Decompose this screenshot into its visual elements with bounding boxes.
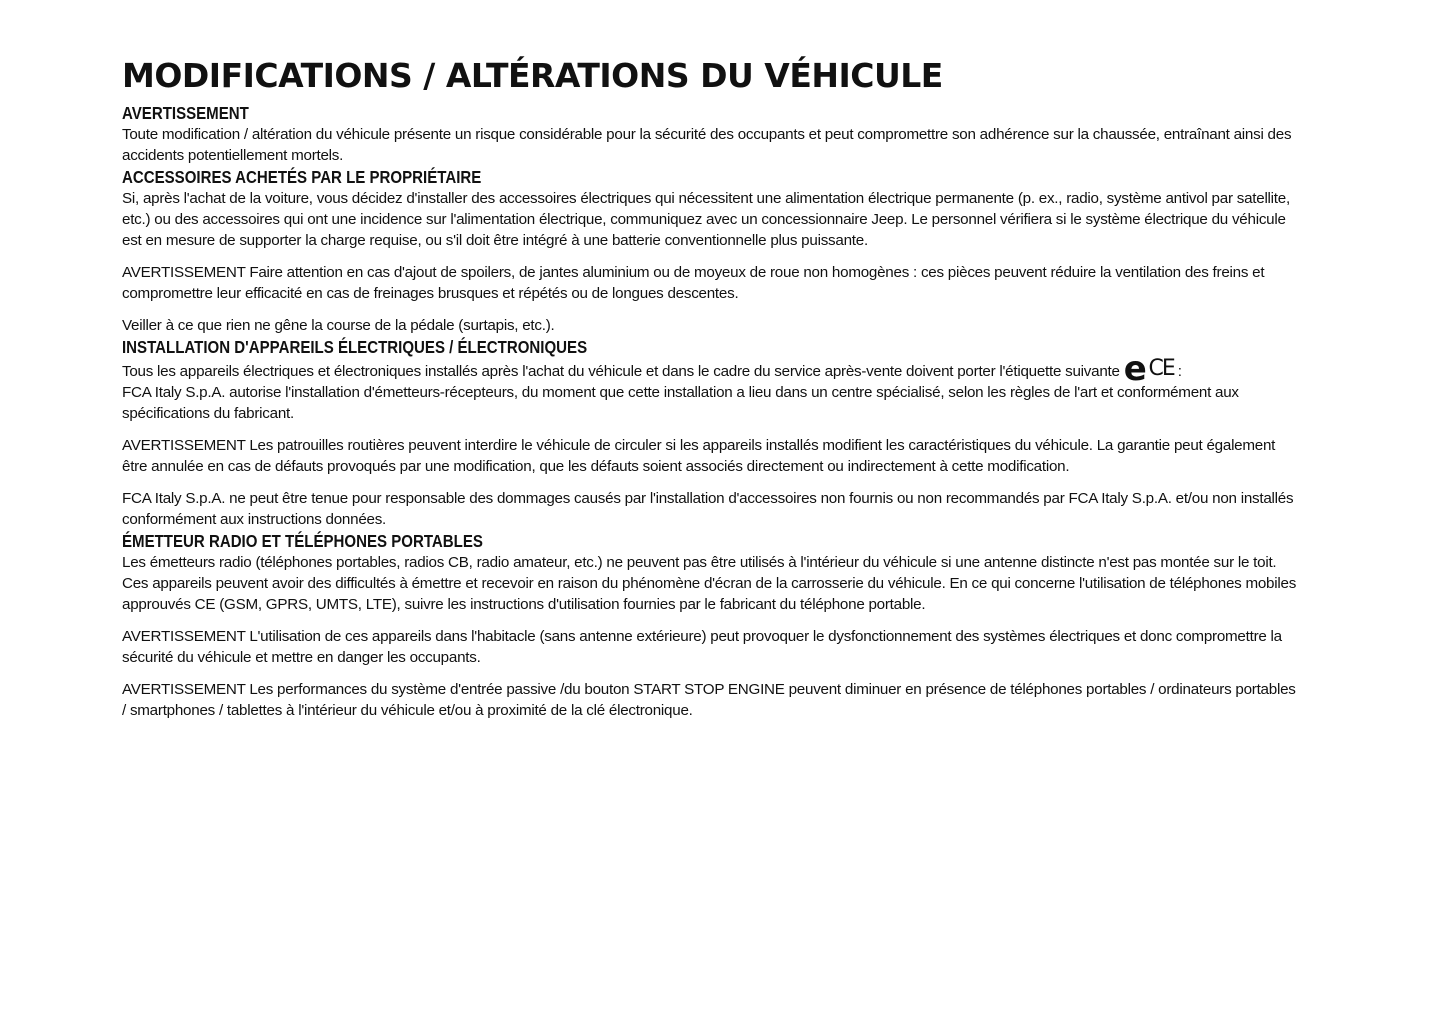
electrical-text-4: FCA Italy S.p.A. ne peut être tenue pour responsable des dommages causés par l'installation d'accessoires non fournis ou non recommandés par FCA Italy S.p.A. et/ou non installés conformément aux instructions données. bbox=[122, 490, 1294, 528]
accessories-text-3: Veiller à ce que rien ne gêne la course de la pédale (surtapis, etc.). bbox=[122, 317, 555, 334]
heading-accessories: ACCESSOIRES ACHETÉS PAR LE PROPRIÉTAIRE bbox=[122, 167, 482, 187]
e-mark-icon: e bbox=[1123, 349, 1147, 389]
electrical-text-1-body: Tous les appareils électriques et électroniques installés après l'achat du véhicule et dans le cadre du service après-vente doivent porter l'étiquette suivante bbox=[122, 363, 1120, 380]
radio-text-1: Les émetteurs radio (téléphones portables, radios CB, radio amateur, etc.) ne peuvent pas être utilisés à l'intérieur du véhicule si une antenne distincte n'est pas montée sur le toit. bbox=[122, 554, 1277, 571]
accessories-text-1: Si, après l'achat de la voiture, vous décidez d'installer des accessoires électriques qui nécessitent une alimentation électrique permanente (p. ex., radio, système antivol par satellite, etc.) ou des accessoires qui ont une incidence sur l'alimentation électrique, communiquez avec un concessionnaire Jeep. Le personnel vérifiera si le système électrique du véhicule est en mesure de supporter la charge requise, ou s'il doit être intégré à une batterie conventionnelle plus puissante. bbox=[122, 190, 1290, 249]
radio-warning-1: AVERTISSEMENT L'utilisation de ces appareils dans l'habitacle (sans antenne extérieure) peut provoquer le dysfonctionnement des systèmes électriques et donc compromettre la sécurité du véhicule et mettre en danger les occupants. bbox=[122, 628, 1282, 666]
radio-warning-2: AVERTISSEMENT Les performances du système d'entrée passive /du bouton START STOP ENGINE peuvent diminuer en présence de téléphones portables / ordinateurs portables / smartphones / tablettes à l'intérieur du véhicule et/ou à proximité de la clé électronique. bbox=[122, 681, 1296, 719]
ce-mark-icon: CE bbox=[1148, 356, 1174, 381]
heading-electrical: INSTALLATION D'APPAREILS ÉLECTRIQUES / ÉLECTRONIQUES bbox=[122, 337, 588, 357]
document-page bbox=[122, 56, 1302, 721]
heading-radio: ÉMETTEUR RADIO ET TÉLÉPHONES PORTABLES bbox=[122, 531, 483, 551]
warning-text: Toute modification / altération du véhicule présente un risque considérable pour la sécurité des occupants et peut compromettre son adhérence sur la chaussée, entraînant ainsi des accidents potentiellement mortels. bbox=[122, 126, 1292, 164]
electrical-warning: AVERTISSEMENT Les patrouilles routières peuvent interdire le véhicule de circuler si les appareils installés modifient les caractéristiques du véhicule. La garantie peut également être annulée en cas de défauts provoqués par une modification, que les défauts soient associés directement ou indirectement à cette modification. bbox=[122, 437, 1276, 475]
page-title: MODIFICATIONS / ALTÉRATIONS DU VÉHICULE bbox=[122, 56, 943, 95]
electrical-text-1 bbox=[122, 349, 1302, 389]
heading-warning: AVERTISSEMENT bbox=[122, 103, 249, 123]
certification-marks bbox=[1123, 349, 1174, 389]
electrical-text-2: FCA Italy S.p.A. autorise l'installation d'émetteurs-récepteurs, du moment que cette installation a lieu dans un centre spécialisé, selon les règles de l'art et conformément aux spécifications du fabricant. bbox=[122, 384, 1239, 422]
electrical-text-1-end: : bbox=[1173, 363, 1182, 380]
radio-text-2: Ces appareils peuvent avoir des difficultés à émettre et recevoir en raison du phénomène d'écran de la carrosserie du véhicule. En ce qui concerne l'utilisation de téléphones mobiles approuvés CE (GSM, GPRS, UMTS, LTE), suivre les instructions d'utilisation fournies par le fabricant du téléphone portable. bbox=[122, 575, 1297, 613]
accessories-warning: AVERTISSEMENT Faire attention en cas d'ajout de spoilers, de jantes aluminium ou de moyeux de roue non homogènes : ces pièces peuvent réduire la ventilation des freins et compromettre leur efficacité en cas de freinages brusques et répétés ou de longues descentes. bbox=[122, 264, 1265, 302]
